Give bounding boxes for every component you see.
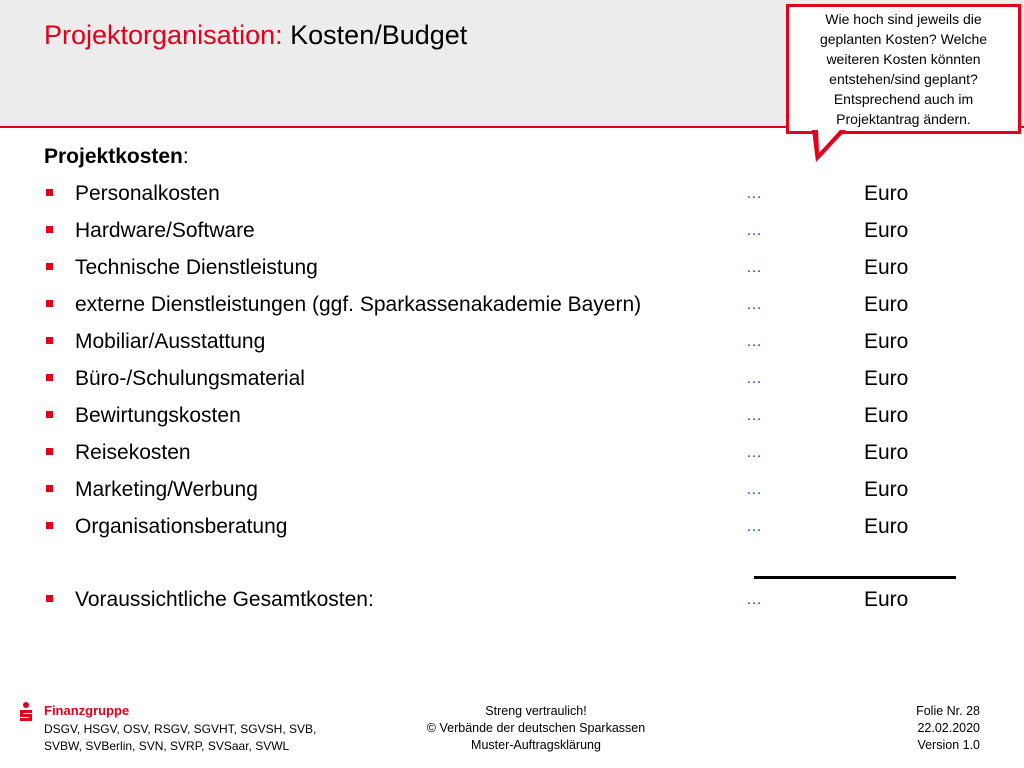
list-item [44,323,984,360]
item-label: Reisekosten [75,441,191,464]
bullet-icon [46,522,53,529]
slide-number: Folie Nr. 28 [916,704,980,718]
footer-version: Version 1.0 [917,738,980,752]
callout-tail-icon [810,130,850,166]
callout-text: Wie hoch sind jeweils die geplanten Kosten? Welche weiteren Kosten könnten entstehen/sind geplant? Entsprechend auch im Projektantrag ändern. [789,7,1018,131]
footer-center [386,703,686,754]
list-item [44,434,984,471]
bullet-icon [46,300,53,307]
total-label: Voraussichtliche Gesamtkosten: [75,588,374,611]
item-label: Büro-/Schulungsmaterial [75,367,305,390]
item-label: Technische Dienstleistung [75,256,318,279]
item-label: Mobiliar/Ausstattung [75,330,266,353]
item-unit: Euro [864,515,909,538]
logo-name: Finanzgruppe [44,703,130,718]
section-label: Projektkosten [44,145,183,168]
item-value: … [746,333,762,350]
bullet-icon [46,485,53,492]
callout-box [786,4,1021,134]
logo-line-1: DSGV, HSGV, OSV, RSGV, SGVHT, SGVSH, SVB, [44,722,317,736]
list-item [44,471,984,508]
item-label: Marketing/Werbung [75,478,258,501]
item-unit: Euro [864,367,909,390]
item-unit: Euro [864,182,909,205]
bullet-icon [46,595,53,602]
bullet-icon [46,374,53,381]
item-unit: Euro [864,330,909,353]
item-label: Bewirtungskosten [75,404,241,427]
item-value: … [746,296,762,313]
bullet-icon [46,448,53,455]
item-unit: Euro [864,293,909,316]
section-heading [44,145,189,169]
item-label: Hardware/Software [75,219,255,242]
list-item [44,175,984,212]
cost-list [44,175,984,611]
logo-line-2: SVBW, SVBerlin, SVN, SVRP, SVSaar, SVWL [44,739,290,753]
total-value: … [746,591,762,608]
list-item [44,397,984,434]
footer-doc-name: Muster-Auftragsklärung [471,738,601,752]
page-title [44,20,467,51]
bullet-icon [46,337,53,344]
footer-right [880,703,980,754]
bullet-icon [46,226,53,233]
item-value: … [746,444,762,461]
item-label: Organisationsberatung [75,515,288,538]
item-value: … [746,370,762,387]
item-value: … [746,407,762,424]
section-suffix: : [182,145,189,168]
list-item [44,508,984,545]
total-unit: Euro [864,588,909,611]
bullet-icon [46,411,53,418]
item-value: … [746,518,762,535]
list-item [44,212,984,249]
item-unit: Euro [864,256,909,279]
item-unit: Euro [864,219,909,242]
total-underline [754,576,956,579]
item-value: … [746,481,762,498]
footer-logo [18,702,338,762]
item-value: … [746,185,762,202]
footer-confidential: Streng vertraulich! [485,704,587,718]
footer-copyright: © Verbände der deutschen Sparkassen [426,721,646,735]
item-label: Personalkosten [75,182,220,205]
item-unit: Euro [864,404,909,427]
bullet-icon [46,189,53,196]
item-value: … [746,259,762,276]
item-label: externe Dienstleistungen (ggf. Sparkassenakademie Bayern) [75,293,642,316]
title-main: Kosten/Budget [290,20,468,50]
item-value: … [746,222,762,239]
sparkasse-logo-icon [18,702,34,722]
list-item [44,286,984,323]
footer-date: 22.02.2020 [917,721,980,735]
list-item [44,249,984,286]
list-item [44,360,984,397]
item-unit: Euro [864,441,909,464]
item-unit: Euro [864,478,909,501]
title-prefix: Projektorganisation: [44,20,283,50]
bullet-icon [46,263,53,270]
